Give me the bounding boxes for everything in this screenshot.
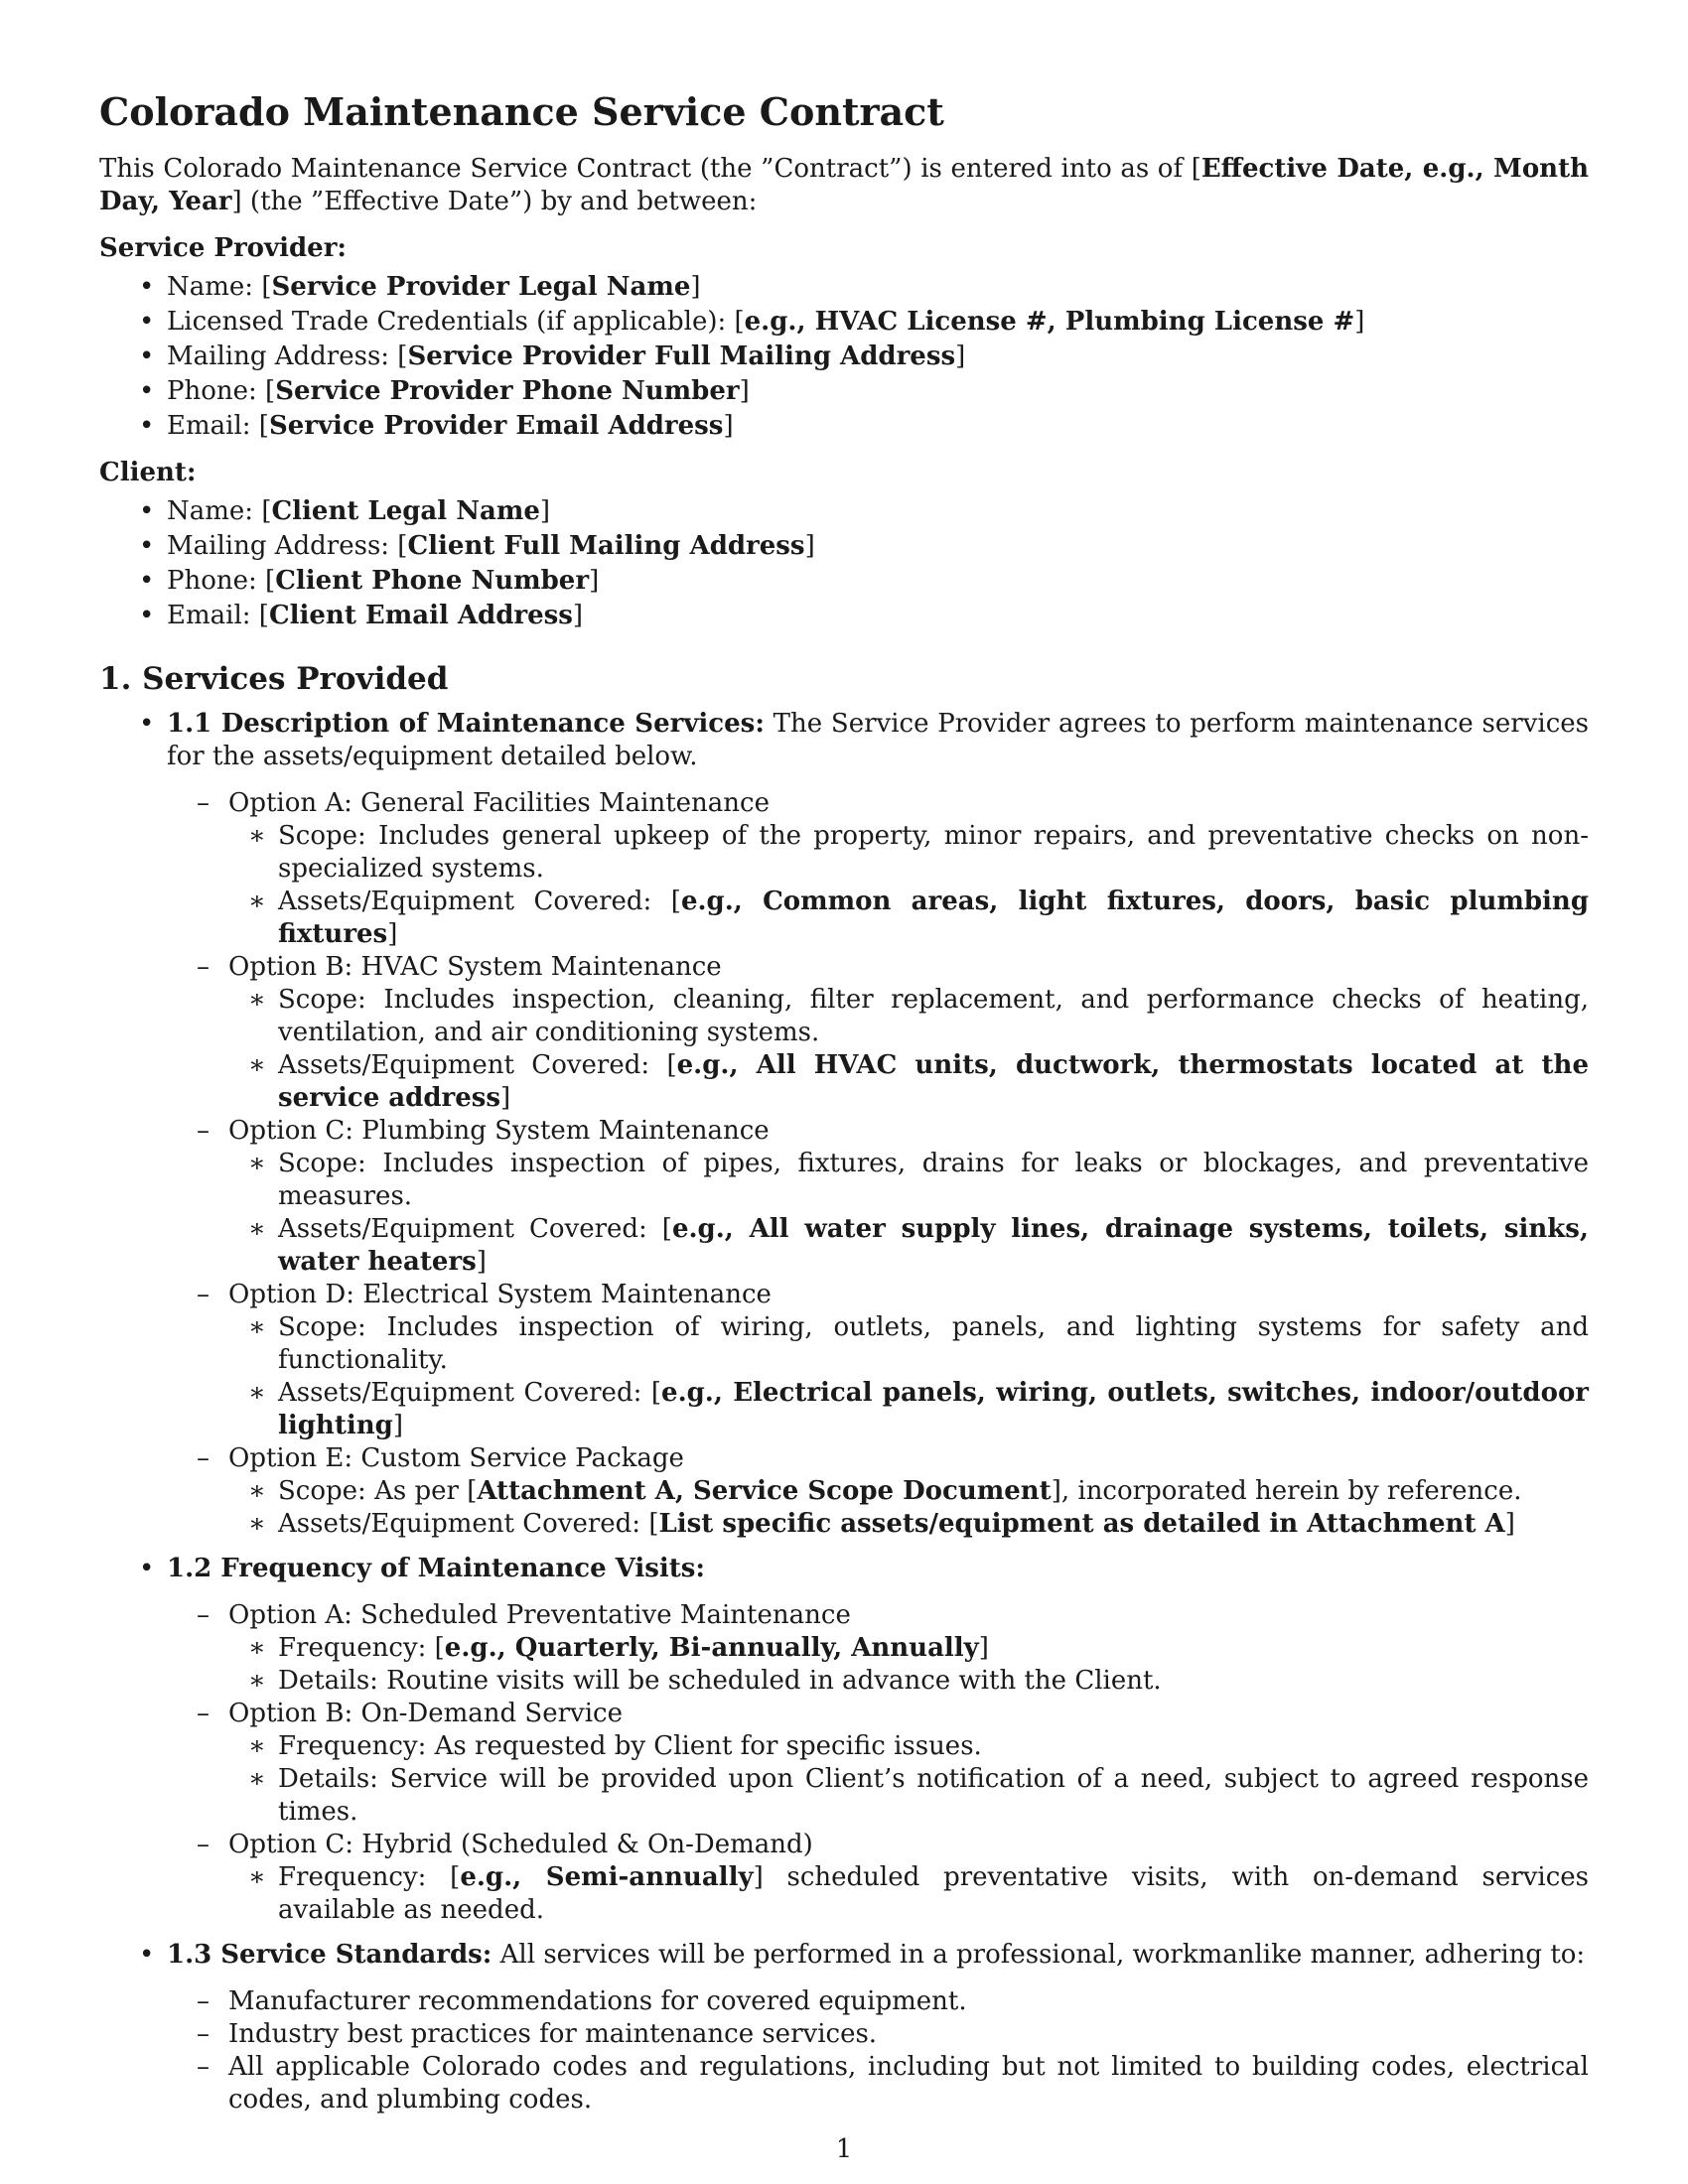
option-a-item: – Option A: General Facilities Maintenance ∗ Scope: Includes general upkeep of the property, minor repairs, and preventative checks on non-specialized systems. ∗ Assets/Equipment Covered: [e.g., Common areas, light fixtures, doors, basic plumbing fixtures] [197, 788, 1589, 949]
freq-option-c: – Option C: Hybrid (Scheduled & On-Demand) ∗ Frequency: [e.g., Semi-annually] scheduled preventative visits, with on-demand services available as needed. [197, 1830, 1589, 1925]
option-d-scope: ∗ Scope: Includes inspection of wiring, outlets, panels, and lighting systems for safety and functionality. [248, 1312, 1589, 1375]
section-1-heading: 1. Services Provided [99, 661, 449, 697]
standard-item: – Industry best practices for maintenance services. [197, 2019, 878, 2049]
option-d-item: – Option D: Electrical System Maintenance ∗ Scope: Includes inspection of wiring, outlets, panels, and lighting systems for safety and functionality. ∗ Assets/Equipment Covered: [e.g., Electrical panels, wiring, outlets, switches, indoor/outdoor lighting] [197, 1280, 1589, 1440]
option-c-item: – Option C: Plumbing System Maintenance ∗ Scope: Includes inspection of pipes, fixtures, drains for leaks or blockages, and preventative measures. ∗ Assets/Equipment Covered: [e.g., All water supply lines, drainage systems, toilets, sinks, water heaters] [197, 1116, 1589, 1277]
option-b-item: – Option B: HVAC System Maintenance ∗ Scope: Includes inspection, cleaning, filter replacement, and performance checks of heating, ventilation, and air conditioning systems. ∗ Assets/Equipment Covered: [e.g., All HVAC units, ductwork, thermostats located at the service address] [197, 952, 1589, 1113]
option-d-assets: ∗ Assets/Equipment Covered: [e.g., Electrical panels, wiring, outlets, switches, indoor/outdoor lighting] [248, 1378, 1589, 1440]
freq-option-b-details: ∗ Details: Service will be provided upon Client’s notification of a need, subject to agreed response times. [248, 1764, 1589, 1827]
standards-list [167, 1985, 1589, 2116]
subsection-1-3: • 1.3 Service Standards: All services will be performed in a professional, workmanlike manner, adhering to: – Manufacturer recommendations for covered equipment. – Industry best practices for maintenance services. – All applicable Colorado codes and regulations, including but not limited to building codes, electrical codes, and plumbing codes. [139, 1940, 1589, 2115]
option-a-assets: ∗ Assets/Equipment Covered: [e.g., Common areas, light fixtures, doors, basic plumbing fixtures] [248, 887, 1589, 949]
client-name-item: • Name: [Client Legal Name] [139, 496, 551, 526]
standard-item: – All applicable Colorado codes and regulations, including but not limited to building codes, electrical codes, and plumbing codes. [197, 2052, 1589, 2115]
section-1-list [99, 708, 1589, 2116]
option-c-assets: ∗ Assets/Equipment Covered: [e.g., All water supply lines, drainage systems, toilets, sinks, water heaters] [248, 1214, 1589, 1277]
option-e-assets: ∗ Assets/Equipment Covered: [List specific assets/equipment as detailed in Attachment A] [248, 1509, 1515, 1539]
frequency-options-list [167, 1599, 1589, 1927]
document-title: Colorado Maintenance Service Contract [99, 89, 944, 134]
page-number: 1 [835, 2134, 853, 2164]
provider-email-item: • Email: [Service Provider Email Address] [139, 411, 734, 441]
option-e-item: – Option E: Custom Service Package ∗ Scope: As per [Attachment A, Service Scope Document], incorporated herein by reference. ∗ Assets/Equipment Covered: [List specific assets/equipment as detailed in Attachment A] [167, 1442, 1589, 1541]
freq-option-a-details: ∗ Details: Routine visits will be scheduled in advance with the Client. [248, 1666, 1162, 1696]
effective-date-placeholder: Effective Date, e.g., Month Day, Year [99, 154, 1589, 216]
option-c-scope: ∗ Scope: Includes inspection of pipes, fixtures, drains for leaks or blockages, and preventative measures. [248, 1149, 1589, 1211]
client-label: Client: [99, 458, 197, 487]
client-email-item: • Email: [Client Email Address] [139, 601, 584, 630]
provider-label: Service Provider: [99, 233, 348, 263]
service-options-list [167, 787, 1589, 1541]
option-e-scope: ∗ Scope: As per [Attachment A, Service Scope Document], incorporated herein by reference. [248, 1476, 1522, 1506]
provider-list [99, 271, 1589, 443]
option-a-scope: ∗ Scope: Includes general upkeep of the property, minor repairs, and preventative checks on non-specialized systems. [248, 821, 1589, 884]
subsection-1-2: • 1.2 Frequency of Maintenance Visits: – Option A: Scheduled Preventative Maintenance ∗ Frequency: [e.g., Quarterly, Bi-annually, Annually] ∗ Details: Routine visits will be scheduled in advance with the Client. – Option B: On-Demand Service ∗ Frequency: As requested by Client for specific issues. ∗ Details: Service will be provided upon Client’s notification of a need, subject to agreed response times. – Option C: Hybrid (Scheduled & On-Demand) ∗ Frequency: [e.g., Semi-annually] scheduled preventative visits, with on-demand services available as needed. [139, 1554, 1589, 1925]
intro-paragraph: This Colorado Maintenance Service Contract (the ”Contract”) is entered into as of [Effective Date, e.g., Month Day, Year] (the ”Effective Date”) by and between: [99, 154, 1589, 216]
client-list [99, 495, 1589, 632]
freq-option-a: – Option A: Scheduled Preventative Maintenance ∗ Frequency: [e.g., Quarterly, Bi-annually, Annually] ∗ Details: Routine visits will be scheduled in advance with the Client. [167, 1599, 1589, 1698]
freq-option-c-frequency: ∗ Frequency: [e.g., Semi-annually] scheduled preventative visits, with on-demand services available as needed. [248, 1862, 1589, 1925]
option-b-assets: ∗ Assets/Equipment Covered: [e.g., All HVAC units, ductwork, thermostats located at the service address] [248, 1050, 1589, 1113]
freq-option-b-frequency: ∗ Frequency: As requested by Client for specific issues. [248, 1731, 982, 1761]
subsection-1-1: • 1.1 Description of Maintenance Services: The Service Provider agrees to perform maintenance services for the assets/equipment detailed below. – Option A: General Facilities Maintenance ∗ Scope: Includes general upkeep of the property, minor repairs, and preventative checks on non-specialized systems. ∗ Assets/Equipment Covered: [e.g., Common areas, light fixtures, doors, basic plumbing fixtures] – Option B: HVAC System Maintenance ∗ Scope: Includes inspection, cleaning, filter replacement, and performance checks of heating, ventilation, and air conditioning systems. ∗ Assets/Equipment Covered: [e.g., All HVAC units, ductwork, thermostats located at the service address] – Option C: Plumbing System Maintenance ∗ Scope: Includes inspection of pipes, fixtures, drains for leaks or blockages, and preventative measures. ∗ Assets/Equipment Covered: [e.g., All water supply lines, drainage systems, toilets, sinks, water heaters] – Option D: Electrical System Maintenance ∗ Scope: Includes inspection of wiring, outlets, panels, and lighting systems for safety and functionality. ∗ Assets/Equipment Covered: [e.g., Electrical panels, wiring, outlets, switches, indoor/outdoor lighting] – Option E: Custom Service Package ∗ Scope: As per [Attachment A, Service Scope Document], incorporated herein by reference. ∗ Assets/Equipment Covered: [List specific assets/equipment as detailed in Attachment A] [139, 709, 1589, 1539]
freq-option-b: – Option B: On-Demand Service ∗ Frequency: As requested by Client for specific issues. ∗ Details: Service will be provided upon Client’s notification of a need, subject to agreed response times. [197, 1699, 1589, 1827]
standard-item: – Manufacturer recommendations for covered equipment. [197, 1986, 967, 2016]
provider-license-item: • Licensed Trade Credentials (if applicable): [e.g., HVAC License #, Plumbing License #] [139, 307, 1365, 337]
option-b-scope: ∗ Scope: Includes inspection, cleaning, filter replacement, and performance checks of heating, ventilation, and air conditioning systems. [248, 985, 1589, 1047]
client-address-item: • Mailing Address: [Client Full Mailing Address] [139, 531, 815, 561]
provider-address-item: • Mailing Address: [Service Provider Full Mailing Address] [139, 341, 966, 371]
freq-option-a-frequency: ∗ Frequency: [e.g., Quarterly, Bi-annually, Annually] [248, 1633, 989, 1663]
client-phone-item: • Phone: [Client Phone Number] [139, 566, 600, 596]
provider-name-item: • Name: [Service Provider Legal Name] [139, 272, 701, 302]
contract-page [99, 79, 1589, 2128]
provider-phone-item: • Phone: [Service Provider Phone Number] [139, 376, 750, 406]
